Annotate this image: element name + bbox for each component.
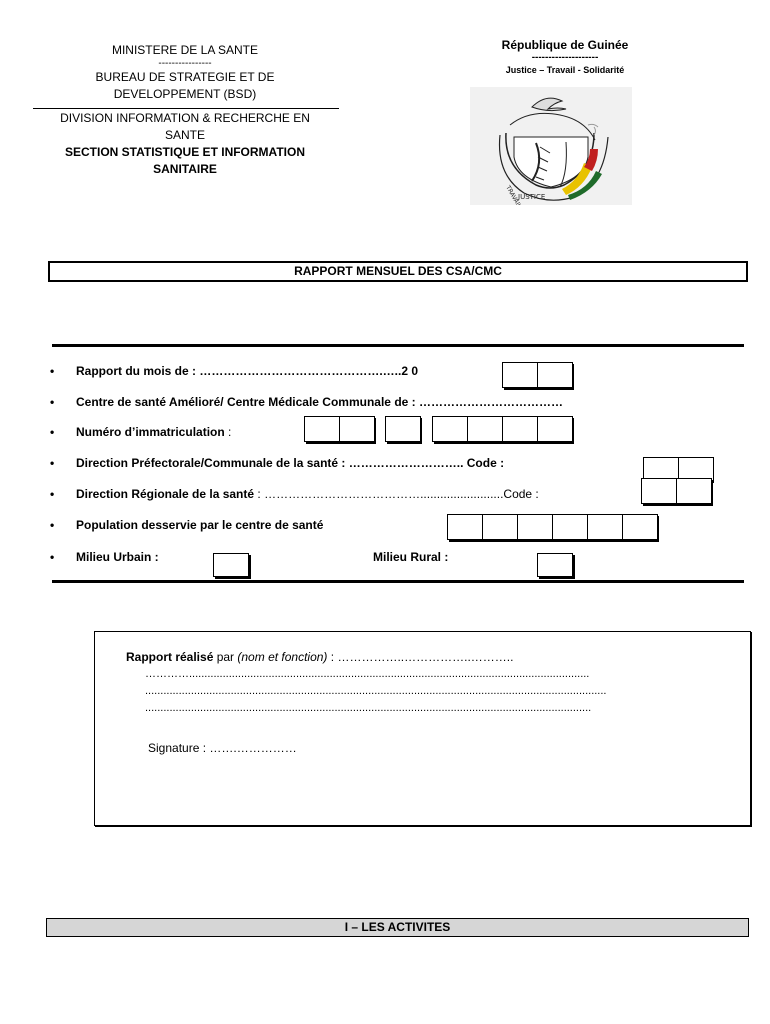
field-urbain: • Milieu Urbain :: [50, 550, 159, 564]
immat-cell[interactable]: [339, 416, 375, 442]
bureau-line-1: BUREAU DE STRATEGIE ET DE: [95, 70, 275, 84]
year-digit-cell[interactable]: [502, 362, 538, 388]
population-cell[interactable]: [552, 514, 588, 540]
section-title-activites: I – LES ACTIVITES: [46, 918, 749, 937]
field-immatriculation: • Numéro d’immatriculation :: [50, 425, 232, 439]
section-line-2: SANITAIRE: [153, 162, 217, 176]
urbain-checkbox[interactable]: [213, 553, 249, 577]
drs-code-cell[interactable]: [641, 478, 677, 504]
population-cell[interactable]: [622, 514, 658, 540]
field-population: • Population desservie par le centre de santé: [50, 518, 324, 532]
division-block: [35, 110, 335, 178]
field-urbain-label: Milieu Urbain :: [76, 550, 159, 564]
immat-cells-group-2[interactable]: [385, 416, 420, 442]
field-rural-label: Milieu Rural :: [373, 550, 449, 564]
coat-of-arms: [470, 87, 632, 205]
division-line-1: DIVISION INFORMATION & RECHERCHE EN: [60, 111, 310, 125]
population-cell[interactable]: [447, 514, 483, 540]
immat-cells-group-1[interactable]: [304, 416, 374, 442]
republic-header: [460, 38, 670, 76]
seal-text-bottom: JUSTICE: [518, 193, 546, 201]
ministry-header: [30, 42, 340, 103]
rural-checkbox[interactable]: [537, 553, 573, 577]
population-cells[interactable]: [447, 514, 657, 540]
country-separator: --------------------: [531, 52, 599, 63]
immat-cell[interactable]: [432, 416, 468, 442]
immat-cell[interactable]: [304, 416, 340, 442]
immat-cell[interactable]: [467, 416, 503, 442]
drs-code-cell[interactable]: [676, 478, 712, 504]
dots-line-1: …………...................................................................................................................................: [145, 668, 590, 680]
division-line-2: SANTE: [164, 128, 205, 142]
author-label-bold: Rapport réalisé: [126, 650, 214, 664]
immat-cell[interactable]: [385, 416, 421, 442]
field-dpc: • Direction Préfectorale/Communale de la santé : ……………………….. Code :: [50, 456, 505, 470]
form-bottom-rule: [52, 580, 744, 583]
field-centre: • Centre de santé Amélioré/ Centre Médicale Communale de : ………………………………: [50, 395, 563, 409]
seal-text-left: TRAVAIL: [504, 184, 523, 205]
immat-cell[interactable]: [537, 416, 573, 442]
author-label-rest: : ……………..……………..………..: [327, 650, 514, 664]
immat-cells-group-3[interactable]: [432, 416, 572, 442]
form-top-rule: [52, 344, 744, 347]
field-drs-label: Direction Régionale de la santé: [76, 487, 255, 501]
author-line: [126, 650, 513, 664]
signature-box: [94, 631, 751, 826]
dots-line-2: .......................................................................................................................................................: [145, 685, 607, 697]
month-year-cells[interactable]: [502, 362, 572, 388]
field-drs: • Direction Régionale de la santé : ………………………………….........................Code :: [50, 487, 539, 501]
field-month-label: Rapport du mois de : ……………………………………….…..2 0: [76, 364, 419, 378]
immat-cell[interactable]: [502, 416, 538, 442]
field-immat-colon: :: [224, 425, 232, 439]
field-centre-label: Centre de santé Amélioré/ Centre Médicale Communale de : ………………………………: [76, 395, 563, 409]
section-line-1: SECTION STATISTIQUE ET INFORMATION: [65, 145, 305, 159]
field-drs-rest: : ………………………………….........................Code :: [254, 487, 539, 501]
motto: Justice – Travail - Solidarité: [505, 65, 625, 75]
separator: ----------------: [158, 58, 212, 69]
author-label-italic: (nom et fonction): [237, 650, 328, 664]
population-cell[interactable]: [482, 514, 518, 540]
drs-code-cells[interactable]: [641, 478, 711, 504]
author-label-par: par: [213, 650, 238, 664]
population-cell[interactable]: [517, 514, 553, 540]
country-name: République de Guinée: [501, 38, 629, 52]
field-population-label: Population desservie par le centre de santé: [76, 518, 324, 532]
report-title: RAPPORT MENSUEL DES CSA/CMC: [48, 261, 748, 282]
signature-field[interactable]: Signature : …….……………: [148, 741, 297, 755]
author-dots[interactable]: [145, 666, 745, 717]
ministry-name: MINISTERE DE LA SANTE: [111, 43, 259, 57]
field-month: • Rapport du mois de : ……………………………………….…..2 0: [50, 364, 419, 378]
header-rule: [33, 108, 339, 109]
population-cell[interactable]: [587, 514, 623, 540]
bureau-line-2: DEVELOPPEMENT (BSD): [113, 87, 257, 101]
field-immat-label: Numéro d’immatriculation: [76, 425, 225, 439]
dots-line-3: ..................................................................................................................................................: [145, 702, 592, 714]
field-dpc-label: Direction Préfectorale/Communale de la santé : ……………………….. Code :: [76, 456, 505, 470]
year-digit-cell[interactable]: [537, 362, 573, 388]
